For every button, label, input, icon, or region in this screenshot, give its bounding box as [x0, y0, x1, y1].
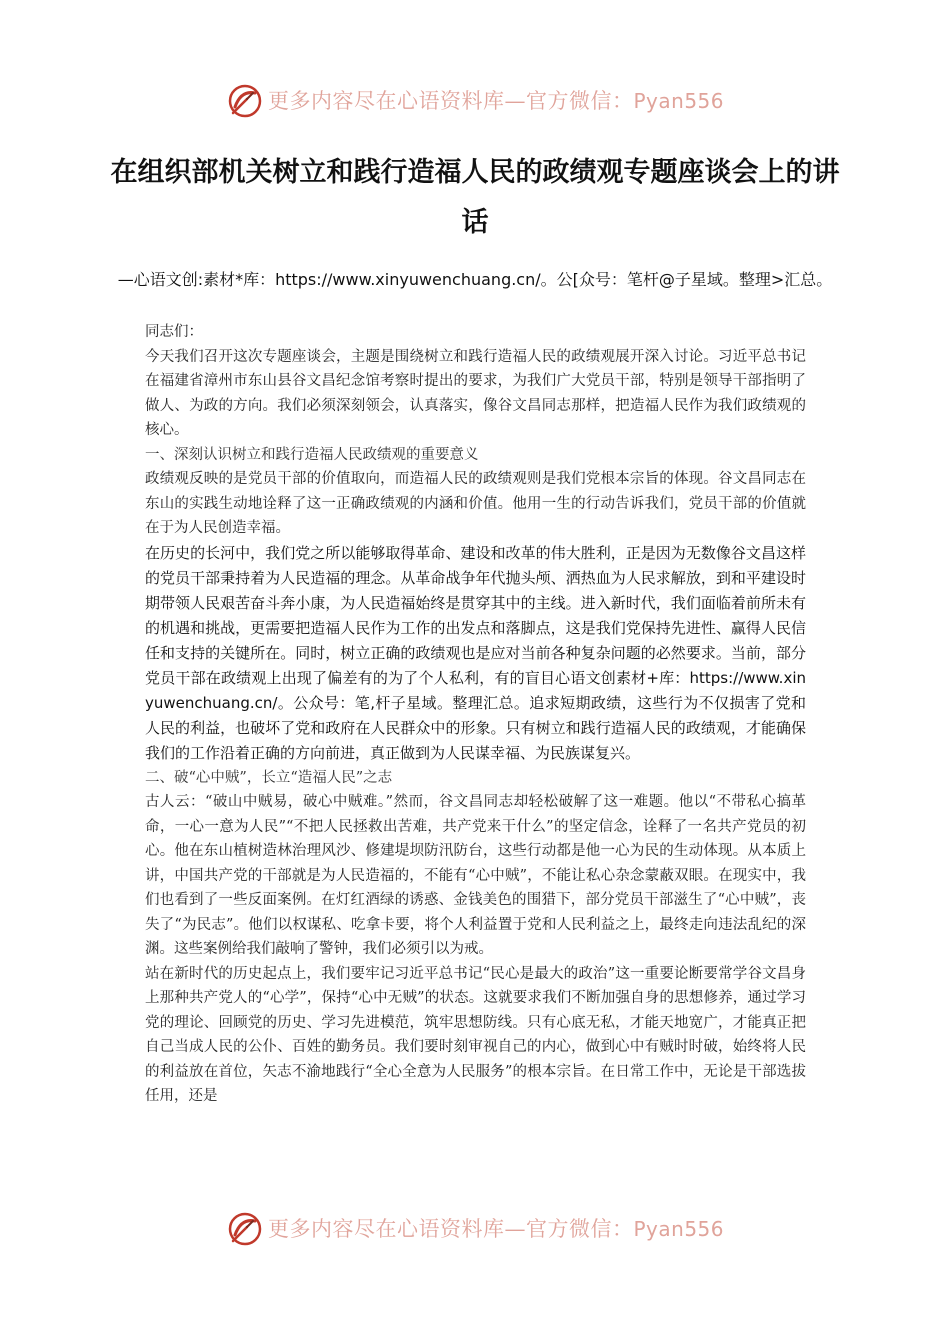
banner-handle: Pyan556	[633, 89, 725, 113]
paragraph: 政绩观反映的是党员干部的价值取向，而造福人民的政绩观则是我们党根本宗旨的体现。谷文昌同志在东山的实践生动地诠释了这一正确政绩观的内涵和价值。他用一生的行动告诉我们，党员干部的价值就在于为人民创造幸福。	[145, 471, 806, 536]
salutation: 同志们：	[145, 324, 203, 340]
section-heading: 二、破“心中贼”，长立“造福人民”之志	[145, 769, 393, 786]
article-body	[145, 320, 806, 1109]
bottom-banner	[0, 1208, 950, 1252]
paragraph: 站在新时代的历史起点上，我们要牢记习近平总书记“民心是最大的政治”这一重要论断要常学谷文昌身上那种共产党人的“心学”，保持“心中无贼”的状态。这就要求我们不断加强自身的思想修养，通过学习党的理论、回顾党的历史、学习先进模范，筑牢思想防线。只有心底无私，才能天地宽广，才能真正把自己当成人民的公仆、百姓的勤务员。我们要时刻审视自己的内心，做到心中有贼时时破，始终将人民的利益放在首位，矢志不渝地践行“全心全意为人民服务”的根本宗旨。在日常工作中，无论是干部选拔任用，还是	[145, 965, 806, 1104]
banner-text: 更多内容尽在心语资料库—官方微信：Pyan556	[268, 1217, 725, 1241]
paragraph: 古人云：“破山中贼易，破心中贼难。”然而，谷文昌同志却轻松破解了这一难题。他以“不带私心搞革命，一心一意为人民”“不把人民拯救出苦难，共产党来干什么”的坚定信念，诠释了一名共产党员的初心。他在东山植树造林治理风沙、修建堤坝防汛防台，这些行动都是他一心为民的生动体现。从本质上讲，中国共产党的干部就是为人民造福的，不能有“心中贼”，不能让私心杂念蒙蔽双眼。在现实中，我们也看到了一些反面案例。在灯红酒绿的诱惑、金钱美色的围猎下，部分党员干部滋生了“心中贼”，丧失了“为民志”。他们以权谋私、吃拿卡要，将个人利益置于党和人民利益之上，最终走向违法乱纪的深渊。这些案例给我们敲响了警钟，我们必须引以为戒。	[145, 794, 806, 957]
banner-handle: Pyan556	[633, 1217, 725, 1241]
top-banner	[0, 80, 950, 124]
paragraph: 今天我们召开这次专题座谈会，主题是围绕树立和践行造福人民的政绩观展开深入讨论。习近平总书记在福建省漳州市东山县谷文昌纪念馆考察时提出的要求，为我们广大党员干部，特别是领导干部指明了做人、为政的方向。我们必须深刻领会，认真落实，像谷文昌同志那样，把造福人民作为我们政绩观的核心。	[145, 348, 806, 438]
brand-logo-icon	[226, 82, 264, 120]
page-title: 在组织部机关树立和践行造福人民的政绩观专题座谈会上的讲话	[110, 157, 840, 238]
paragraph: 在历史的长河中，我们党之所以能够取得革命、建设和改革的伟大胜利，正是因为无数像谷文昌这样的党员干部秉持着为人民造福的理念。从革命战争年代抛头颅、洒热血为人民求解放，到和平建设时期带领人民艰苦奋斗奔小康，为人民造福始终是贯穿其中的主线。进入新时代，我们面临着前所未有的机遇和挑战，更需要把造福人民作为工作的出发点和落脚点，这是我们党保持先进性、赢得人民信任和支持的关键所在。同时，树立正确的政绩观也是应对当前各种复杂问题的必然要求。当前，部分党员干部在政绩观上出现了偏差有的为了个人私利，有的盲目心语文创素材+库：https://www.xinyuwenchuang.cn/。公众号：笔,杆子星域。整理汇总。追求短期政绩，这些行为不仅损害了党和人民的利益，也破坏了党和政府在人民群众中的形象。只有树立和践行造福人民的政绩观，才能确保我们的工作沿着正确的方向前进，真正做到为人民谋幸福、为民族谋复兴。	[145, 543, 806, 762]
banner-text: 更多内容尽在心语资料库—官方微信：Pyan556	[268, 89, 725, 113]
source-line: —心语文创:素材*库：https://www.xinyuwenchuang.cn/。公[众号：笔杆@子星域。整理>汇总。	[117, 270, 833, 289]
section-heading: 一、深刻认识树立和践行造福人民政绩观的重要意义	[145, 446, 479, 463]
brand-logo-icon	[226, 1210, 264, 1248]
